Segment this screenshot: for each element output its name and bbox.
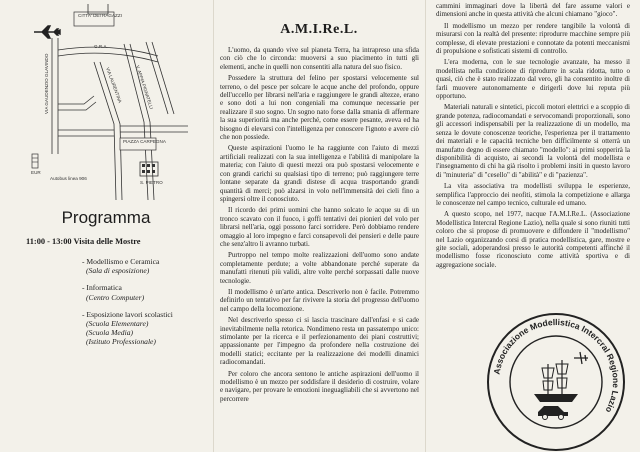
programma-item-location: (Centro Computer) (86, 292, 145, 302)
seal-text: Associazione Modellistica Intercral Regione Lazio (491, 316, 622, 415)
paragraph: L'era moderna, con le sue tecnologie avanzate, ha messo il modellista nella condizione di riprodurre in scala ridotta, tutto o quasi, ciò che è stato realizzato dal vero, gli ha consentito inoltre di farli muovere autonomamente e dirigerli dove lui reputa più opportuno. (436, 58, 630, 101)
programma-item-label: - Informatica (82, 283, 122, 293)
paragraph: Materiali naturali e sintetici, piccoli motori elettrici e a scoppio di grande potenza, radiocomandati e servocomandi proporzionali, sono gli accessori indispensabili per la realizzazione di un modello, ma senza le dovute conoscenze teoriche, l'esperienza per il trattamento dei materiali e le capacità tecniche ben difficilmente si otterrà un manufatto degno di essere chiamato "modello": ai primi sopperirà la disponibilità di acquisto, ai secondi la volontà del modellista e l'insegnamento di chi ha già risolto i problemi insiti in questo lavoro di "minuteria" di "cesello" di "abilità" e di "pazienza". (436, 103, 630, 179)
map-label-s-pietro: S. PIETRO (140, 180, 163, 185)
map-label-autobus: Autobus linea 906 (50, 176, 87, 181)
left-panel (0, 0, 212, 452)
body-text-right (436, 2, 630, 272)
programma-item (82, 283, 208, 301)
paragraph: Il modellismo un mezzo per rendere tangibile la volontà di misurarsi con la realtà del presente: riprodurre macchine sempre più complesse, di elevate prestazioni e connotate da potenti meccanismi di propulsione e sofisticati sistemi di controllo. (436, 21, 630, 56)
location-map (28, 4, 188, 200)
programma-item (82, 257, 208, 275)
paragraph: Il ricordo dei primi uomini che hanno solcato le acque su di un tronco scavato con il fuoco, i goffi tentativi dei pionieri del volo per librarsi nell'aria, oggi possono farci sorridere. Però dobbiamo rendere omaggio al loro impegno e farci consapevoli dei pensieri e delle paure che senz'altro li avranno turbati. (220, 206, 419, 248)
document-title: A.M.I.Re.L. (280, 22, 358, 37)
paragraph: A questo scopo, nel 1977, nacque l'A.M.I.Re.L. (Associazione Modellistica Intercral Regione Lazio), nella quale si sono riuniti tutti coloro che si propose di promuovere e diffondere il "modellismo" nel Lazio organizzando corsi di pratica modellistica, gare, mostre e gite sociali, adoperandosi presso le autorità competenti affinché il modellismo fosse riconosciuto come attività sportiva e di aggregazione sociale. (436, 210, 630, 269)
building-icon (140, 162, 158, 176)
map-label-laurentina: VIA LAURENTINA (105, 66, 123, 104)
paragraph: Per coloro che ancora sentono le antiche aspirazioni dell'uomo il modellismo è un mezzo per soddisfare il desiderio di costruire, volare e navigare, per provare le emozioni ineguagliabili che si avvertono nel percorrere (220, 369, 419, 403)
paragraph: cammini immaginari dove la libertà del fare assume valori e dimensioni anche in questa attività che alcuni chiamano "gioco". (436, 2, 630, 19)
paragraph: Queste aspirazioni l'uomo le ha raggiunte con l'aiuto di mezzi artificiali realizzati con la sua intelligenza e l'abilità di manipolare la materia; con l'aiuto di questi mezzi ora può spostarsi velocemente e con grandi carichi su qualsiasi tipo di terreno; può raggiungere terre lontane separate da grandi distese di acqua trasportando grandi quantità di merci; può alzarsi in volo nell'immensità dei cieli fino a spingersi oltre il conosciuto. (220, 144, 419, 203)
map-label-citta: CITTA' DEI RAGAZZI (78, 13, 122, 18)
map-label-gra: G.R.A. (94, 44, 108, 49)
eur-building-icon (32, 154, 38, 168)
map-label-appia: V. APPIA PIGNATELLI (135, 64, 154, 110)
programma-item-label: - Modellismo e Ceramica (82, 257, 160, 266)
paragraph: La vita associativa tra modellisti sviluppa le esperienze, semplifica l'approccio dei neofiti, stimola la competizione e allarga le conoscenze nel campo tecnico, culturale ed umano. (436, 182, 630, 207)
programma-item-location: (Sala di esposizione) (86, 266, 150, 276)
programma-subtitle: 11:00 - 13:00 Visita delle Mostre (26, 237, 141, 246)
map-label-piazza: PIAZZA CARPEGNA (123, 139, 166, 144)
programma-item-label: - Esposizione lavori scolastici (82, 309, 173, 319)
paragraph: Il modellismo è un'arte antica. Descriverlo non è facile. Potremmo definirlo un tentativo per far rivivere la storia del progresso dell'uomo nel campo della locomozione. (220, 287, 419, 313)
association-seal (486, 312, 626, 452)
paragraph: Possedere la struttura del felino per spostarsi velocemente sul terreno, o del pesce per solcare le acque anche del profondo, oppure dell'uccello per librarsi nell'aria e raggiungere le grandi altezze, erano e sono doti a lui non congeniali ma comunque necessarie per realizzare il suo sogno. Un sogno nato forse dalla smania di affermare la sua superiorità ma anche perché, come essere pesante, aveva ed ha bisogno di elevarsi con l'intelligenza per conoscere l'ignoto e avere ciò che non possiede. (220, 74, 419, 142)
paragraph: L'uomo, da quando vive sul pianeta Terra, ha intrapreso una sfida con ciò che lo circonda: muoversi a suo piacimento in tutti gli elementi, anche in quelli non consentiti alla natura del suo fisico. (220, 46, 419, 71)
programma-item-location: (Scuola Elementare) (86, 319, 149, 329)
programma-item-location: (Scuola Media) (86, 328, 134, 338)
programma-item (82, 310, 208, 347)
map-label-via-gaudenzio: VIA GAUDENZIO GLAVINDO (44, 53, 49, 114)
middle-panel (214, 0, 424, 452)
body-text-middle (220, 46, 419, 406)
paragraph: Nel descriverlo spesso ci si lascia trascinare dall'enfasi e si cade inevitabilmente nella retorica. Nondimeno resta un passatempo unico: stimolante per la ricerca e il perfezionamento dei piani costruttivi; appassionante per l'impegno da profondere nella costruzione dei modelli statici; eccitante per la realizzazione dei modelli dinamici radiocomandati. (220, 316, 419, 367)
programma-list (82, 257, 208, 355)
airplane-icon (34, 26, 60, 38)
programma-title: Programma (61, 208, 151, 227)
paragraph: Purtroppo nel tempo molte realizzazioni dell'uomo sono andate completamente perdute; a volte abbandonate perché superate da manufatti ritenuti più validi, altre volte perché sorpassati dalle nuove tecnologie. (220, 251, 419, 285)
programma-item-location: (Istituto Professionale) (86, 337, 156, 347)
map-label-eur: EUR (31, 170, 41, 175)
